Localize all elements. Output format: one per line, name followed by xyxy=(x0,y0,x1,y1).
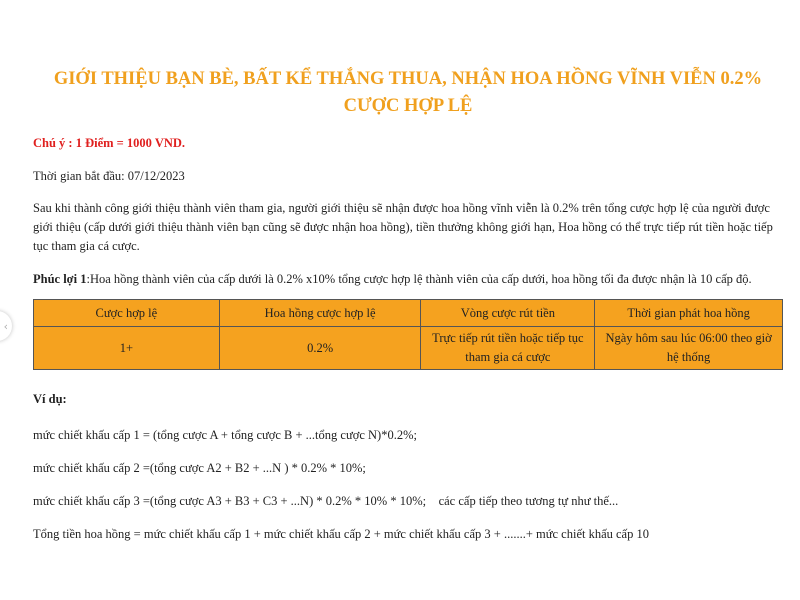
table-header-cell: Hoa hồng cược hợp lệ xyxy=(219,300,421,327)
intro-paragraph: Sau khi thành công giới thiệu thành viên tham gia, người giới thiệu sẽ nhận được hoa hồng vĩnh viễn là 0.2% trên tổng cược hợp lệ của người được giới thiệu (cấp dưới giới thiệu thành viên bạn cũng sẽ được nhận hoa hồng), tiền thưởng không giới hạn, Hoa hồng có thể trực tiếp rút tiền hoặc tiếp tục tham gia cá cược. xyxy=(33,201,773,253)
page-title: GIỚI THIỆU BẠN BÈ, BẤT KỂ THẮNG THUA, NHẬN HOA HỒNG VĨNH VIỄN 0.2% CƯỢC HỢP LỆ xyxy=(53,69,763,116)
formula-level-3: mức chiết khấu cấp 3 =(tổng cược A3 + B3 + C3 + ...N) * 0.2% * 10% * 10%; các cấp tiếp theo tương tự như thế... xyxy=(33,494,619,508)
total-commission-formula: Tổng tiền hoa hồng = mức chiết khấu cấp 1 + mức chiết khấu cấp 2 + mức chiết khấu cấp 3 + .......+ mức chiết khấu cấp 10 xyxy=(33,527,649,541)
commission-table xyxy=(33,299,783,370)
table-header-cell: Cược hợp lệ xyxy=(34,300,220,327)
benefit-paragraph xyxy=(33,270,783,289)
table-cell: 0.2% xyxy=(219,327,421,370)
formula-level-2: mức chiết khấu cấp 2 =(tổng cược A2 + B2 + ...N ) * 0.2% * 10%; xyxy=(33,461,366,475)
table-header-row xyxy=(34,300,783,327)
start-time: Thời gian bắt đầu: 07/12/2023 xyxy=(33,169,185,183)
chevron-left-icon: ‹ xyxy=(3,319,8,333)
benefit-text: :Hoa hồng thành viên của cấp dưới là 0.2% x10% tổng cược hợp lệ thành viên của cấp dưới, hoa hồng tối đa được nhận là 10 cấp độ. xyxy=(86,272,752,286)
formula-level-1: mức chiết khấu cấp 1 = (tổng cược A + tổng cược B + ...tổng cược N)*0.2%; xyxy=(33,428,417,442)
side-collapse-tab[interactable] xyxy=(0,311,12,341)
table-row xyxy=(34,327,783,370)
table-cell: 1+ xyxy=(34,327,220,370)
example-title: Ví dụ: xyxy=(33,392,67,406)
table-header-cell: Thời gian phát hoa hồng xyxy=(595,300,783,327)
promotion-content xyxy=(33,66,783,544)
table-cell: Ngày hôm sau lúc 06:00 theo giờ hệ thống xyxy=(595,327,783,370)
benefit-label: Phúc lợi 1 xyxy=(33,272,87,286)
table-cell: Trực tiếp rút tiền hoặc tiếp tục tham gia cá cược xyxy=(421,327,595,370)
table-header-cell: Vòng cược rút tiền xyxy=(421,300,595,327)
points-note: Chú ý : 1 Điểm = 1000 VND. xyxy=(33,136,186,150)
